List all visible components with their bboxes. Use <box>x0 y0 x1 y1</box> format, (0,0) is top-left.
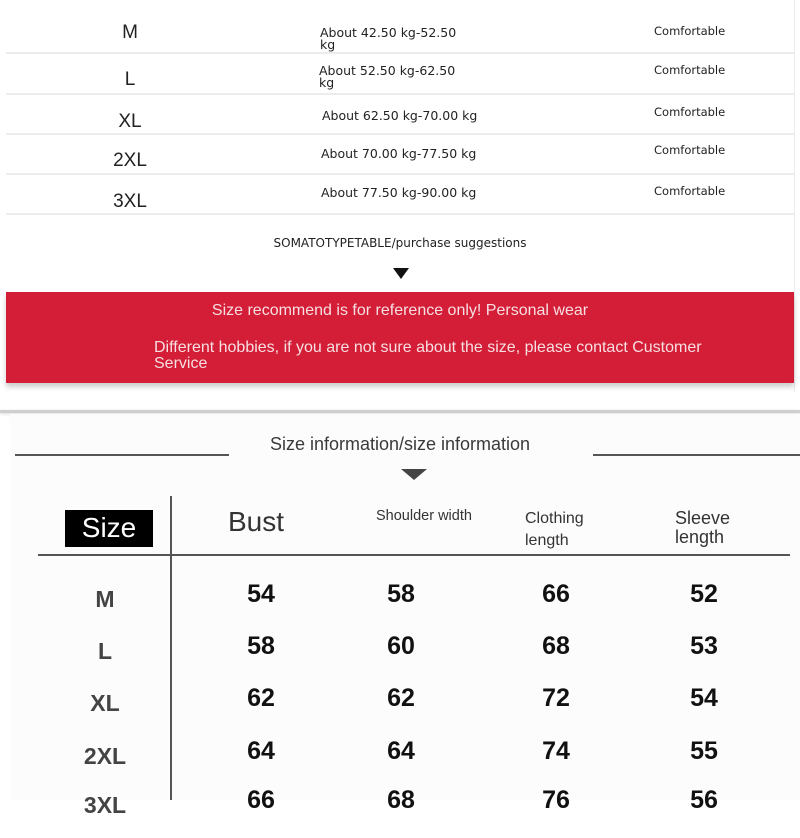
header-bust: Bust <box>228 506 285 537</box>
cell-bust: 64 <box>247 737 275 765</box>
disclaimer-line-1: Size recommend is for reference only! Personal wear <box>211 302 589 319</box>
weight-row-size: 2XL <box>113 150 147 171</box>
cell-clothing: 76 <box>542 786 570 814</box>
cell-shoulder: 68 <box>387 786 415 814</box>
cell-clothing: 68 <box>542 632 570 660</box>
weight-row-range: About 52.50 kg-62.50 kg <box>319 63 456 90</box>
cell-sleeve: 55 <box>690 737 718 765</box>
weight-row-size: M <box>122 22 138 43</box>
weight-row-fit: Comfortable <box>654 24 726 38</box>
section-divider <box>0 410 800 413</box>
cell-sleeve: 56 <box>690 786 718 814</box>
table-row <box>10 580 800 632</box>
cell-shoulder: 60 <box>387 632 415 660</box>
weight-row <box>6 14 794 54</box>
weight-row-fit: Comfortable <box>654 105 726 119</box>
cell-bust: 62 <box>247 684 275 712</box>
cell-sleeve: 52 <box>690 580 718 608</box>
row-size: XL <box>90 690 120 716</box>
size-information-panel <box>10 414 800 818</box>
table-row <box>10 737 800 789</box>
weight-recommendation-panel <box>6 0 795 392</box>
weight-row-range: About 70.00 kg-77.50 kg <box>321 146 477 161</box>
cell-bust: 54 <box>247 580 275 608</box>
header-shoulder-width: Shoulder width <box>376 508 472 524</box>
cell-bust: 66 <box>247 786 275 814</box>
weight-row-fit: Comfortable <box>654 63 726 77</box>
header-clothing-length: Clothing length <box>525 510 584 549</box>
cell-shoulder: 64 <box>387 737 415 765</box>
weight-row <box>6 95 794 135</box>
weight-row-range: About 77.50 kg-90.00 kg <box>321 185 477 200</box>
down-arrow-icon <box>401 469 427 480</box>
table-row <box>10 786 800 838</box>
cell-shoulder: 62 <box>387 684 415 712</box>
header-sleeve-length: Sleeve length <box>675 508 731 547</box>
row-divider <box>6 213 794 215</box>
weight-row-fit: Comfortable <box>654 143 726 157</box>
size-disclaimer-banner <box>6 292 794 383</box>
table-header-rule <box>38 554 790 556</box>
header-size: Size <box>65 510 153 547</box>
size-info-title: Size information/size information <box>269 434 531 454</box>
cell-clothing: 72 <box>542 684 570 712</box>
weight-row-range: About 42.50 kg-52.50 kg <box>320 25 457 52</box>
row-divider <box>6 52 794 54</box>
cell-clothing: 74 <box>542 737 570 765</box>
cell-sleeve: 53 <box>690 632 718 660</box>
weight-row-size: XL <box>118 111 142 132</box>
down-arrow-icon <box>393 268 409 279</box>
weight-row-range: About 62.50 kg-70.00 kg <box>322 108 478 123</box>
row-size: 2XL <box>83 743 127 769</box>
cell-clothing: 66 <box>542 580 570 608</box>
cell-shoulder: 58 <box>387 580 415 608</box>
disclaimer-line-2: Different hobbies, if you are not sure about the size, please contact Customer Service <box>154 339 702 372</box>
table-row <box>10 632 800 684</box>
weight-row <box>6 175 794 215</box>
weight-row-size: L <box>124 69 136 90</box>
cell-bust: 58 <box>247 632 275 660</box>
row-size: 3XL <box>83 792 127 818</box>
weight-row <box>6 55 794 95</box>
somatotype-caption: SOMATOTYPETABLE/purchase suggestions <box>273 236 527 250</box>
cell-sleeve: 54 <box>690 684 718 712</box>
table-row <box>10 684 800 736</box>
weight-row-size: 3XL <box>113 191 147 212</box>
weight-row-fit: Comfortable <box>654 184 726 198</box>
weight-row <box>6 135 794 175</box>
row-size: M <box>95 586 115 612</box>
row-size: L <box>97 638 113 664</box>
